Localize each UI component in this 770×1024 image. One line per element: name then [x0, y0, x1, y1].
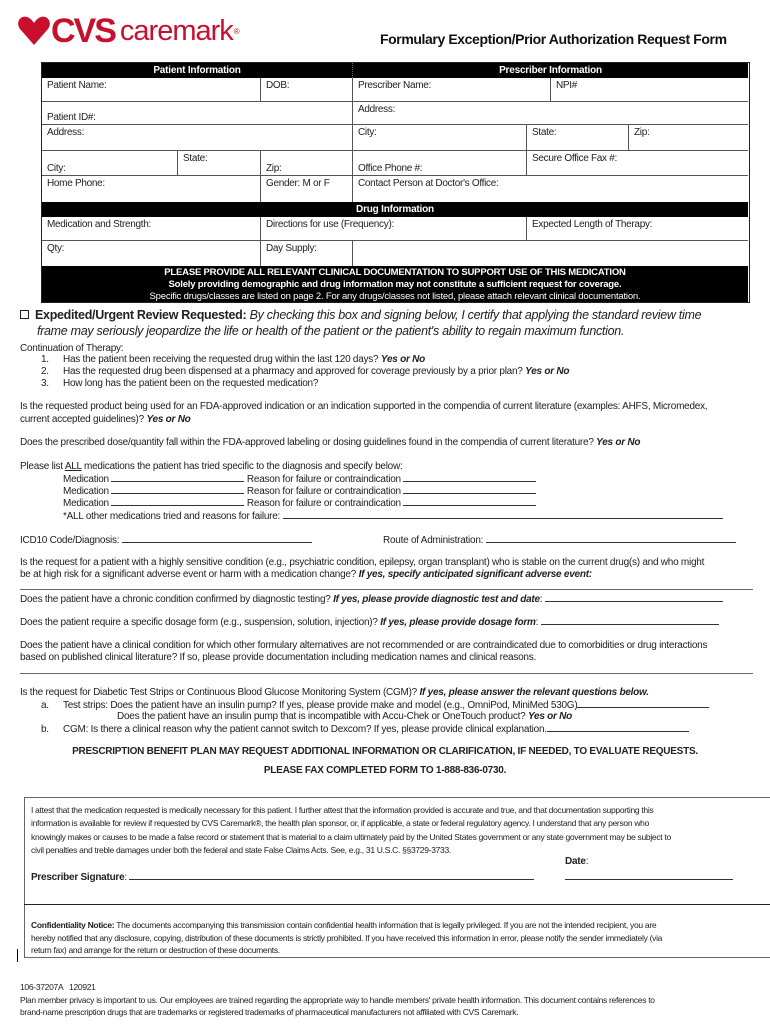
reason-label: Reason for failure or contraindication — [246, 498, 401, 509]
medication-input[interactable] — [111, 497, 244, 506]
patient-id-label: Patient ID#: — [47, 112, 96, 123]
conf-line: The documents accompanying this transmission contain confidential health information that is legally privileged. If you are not the intended recipient, you are — [116, 920, 657, 930]
logo-cvs: CVS — [51, 12, 115, 50]
medication-strength-field[interactable]: Medication and Strength: — [42, 217, 261, 241]
dosage-question: Does the patient require a specific dosage form (e.g., suspension, solution, injection)? If yes, please provide dosage form: — [20, 616, 719, 629]
office-phone-label: Office Phone #: — [358, 163, 423, 174]
item-number: 2. — [41, 366, 49, 377]
footer-line: Plan member privacy is important to us. Our employees are trained regarding the appropriate way to handle members' private health information. This document contains references to — [20, 994, 655, 1005]
medication-label: Medication — [63, 498, 109, 509]
adverse-event-input[interactable] — [20, 589, 753, 590]
therapy-length-field[interactable]: Expected Length of Therapy: — [527, 217, 748, 241]
b-text: CGM: Is there a clinical reason why the patient cannot switch to Dexcom? If yes, please provide clinical explanation. — [63, 724, 547, 735]
other-medications-label: *ALL other medications tried and reasons for failure: — [63, 511, 281, 522]
list-intro-b: medications the patient has tried specific to the diagnosis and specify below: — [81, 461, 403, 472]
sensitive-text: be at high risk for a significant adverse event or harm with a medication change? — [20, 569, 357, 580]
date-input[interactable] — [565, 871, 733, 880]
reason-input[interactable] — [403, 497, 536, 506]
patient-address-field[interactable]: Address: — [42, 125, 353, 151]
pump-model-input[interactable] — [577, 699, 709, 708]
home-phone-field[interactable]: Home Phone: — [42, 176, 261, 202]
logo-reg: ® — [233, 26, 240, 36]
icd10-input[interactable] — [122, 534, 312, 543]
pbp-notice: PRESCRIPTION BENEFIT PLAN MAY REQUEST ADDITIONAL INFORMATION OR CLARIFICATION, IF NEEDED, TO EVALUATE REQUESTS. — [72, 746, 698, 757]
fda-question-1: Is the requested product being used for an FDA-approved indication or an indication supported in the compendia of current literature (examples: AHFS, Micromedex, — [20, 401, 708, 412]
b-label: b. — [41, 724, 49, 735]
chronic-bold: If yes, please provide diagnostic test and date — [333, 594, 540, 605]
footer-line: brand-name prescription drugs that are trademarks or registered trademarks of pharmaceutical manufacturers not affiliated with CVS Caremark. — [20, 1007, 519, 1017]
date-label: Date: — [565, 856, 589, 867]
cgm-input[interactable] — [547, 723, 689, 732]
attest-line: information is available for review if requested by CVS Caremark®, the health plan sponsor, or, if applicable, a state or federal regulatory agency. I understand that any person who — [31, 818, 650, 829]
a-text: Test strips: Does the patient have an insulin pump? If yes, please provide make and model (e.g., OmniPod, MiniMed 530G) — [63, 700, 578, 711]
icd10-row — [20, 534, 312, 547]
route-input[interactable] — [486, 534, 736, 543]
chronic-input[interactable] — [545, 593, 723, 602]
item-number: 3. — [41, 378, 49, 389]
item-answer[interactable]: Yes or No — [525, 366, 570, 377]
qty-field[interactable]: Qty: — [42, 241, 261, 266]
cvs-caremark-logo — [17, 14, 240, 48]
patient-state-field[interactable]: State: — [178, 151, 261, 176]
date-text: Date — [565, 856, 586, 867]
list-intro-all: ALL — [64, 461, 82, 472]
secure-fax-field[interactable]: Secure Office Fax #: — [527, 151, 748, 176]
continuation-label: Continuation of Therapy: — [20, 343, 124, 354]
attestation-divider — [24, 904, 770, 905]
continuation-item-1 — [41, 354, 425, 366]
patient-zip-field[interactable] — [261, 151, 353, 176]
day-supply-field[interactable]: Day Supply: — [261, 241, 353, 266]
other-medications-input[interactable] — [283, 510, 723, 519]
diabetic-question — [20, 687, 649, 699]
form-code: 106-37207A 120921 — [20, 982, 96, 992]
dosage-input[interactable] — [541, 616, 719, 625]
patient-id-field[interactable] — [42, 102, 353, 125]
pump-incompatible-question — [117, 711, 572, 723]
patient-city-field[interactable] — [42, 151, 178, 176]
pump-yes-no[interactable]: Yes or No — [527, 711, 573, 722]
prescriber-zip-field[interactable]: Zip: — [629, 125, 748, 151]
chronic-question: Does the patient have a chronic condition confirmed by diagnostic testing? If yes, please provide diagnostic test and date: — [20, 593, 723, 606]
dob-field[interactable]: DOB: — [261, 78, 353, 102]
heart-icon — [17, 15, 51, 47]
prescriber-address-field[interactable]: Address: — [353, 102, 748, 125]
confidentiality-label: Confidentiality Notice: — [31, 920, 115, 930]
sensitive-bold: If yes, specify anticipated significant adverse event: — [358, 569, 592, 580]
a-sub-text: Does the patient have an insulin pump that is incompatible with Accu-Chek or OneTouch product? — [117, 711, 526, 722]
icd10-label: ICD10 Code/Diagnosis: — [20, 535, 120, 546]
confidentiality-notice — [31, 919, 662, 957]
fda-yes-no[interactable]: Yes or No — [146, 414, 191, 425]
directions-field[interactable]: Directions for use (Frequency): — [261, 217, 527, 241]
list-intro-a: Please list — [20, 461, 65, 472]
sensitive-question-2 — [20, 569, 592, 581]
chronic-text: Does the patient have a chronic condition confirmed by diagnostic testing? — [20, 594, 331, 605]
prescriber-name-field[interactable]: Prescriber Name: — [353, 78, 551, 102]
fax-notice: PLEASE FAX COMPLETED FORM TO 1-888-836-0730. — [263, 765, 507, 776]
expedited-label: Expedited/Urgent Review Requested: — [35, 308, 247, 322]
conf-line: hereby notified that any disclosure, copying, distribution of these documents is strictly prohibited. If you have received this information in error, please notify the sender immediately (via — [31, 932, 663, 943]
reason-label: Reason for failure or contraindication — [246, 474, 401, 485]
dose-yes-no[interactable]: Yes or No — [596, 437, 641, 448]
medication-label: Medication — [63, 486, 109, 497]
item-number: 1. — [41, 354, 49, 365]
clinical-question-2: based on published clinical literature? If so, please provide documentation including medication names and clinical reasons. — [20, 652, 536, 663]
continuation-item-2 — [41, 366, 569, 378]
dosage-bold: If yes, please provide dosage form — [380, 617, 536, 628]
npi-field[interactable]: NPI# — [551, 78, 748, 102]
item-question: Has the requested drug been dispensed at a pharmacy and approved for coverage previously by a prior plan? — [63, 366, 523, 377]
notice-line-2: Solely providing demographic and drug information may not constitute a sufficient request for coverage. — [168, 279, 622, 290]
signature-input[interactable] — [129, 871, 534, 880]
dosage-text: Does the patient require a specific dosage form (e.g., suspension, solution, injection)? — [20, 617, 378, 628]
signature-row: Prescriber Signature: — [31, 871, 534, 884]
other-medications-row — [63, 510, 723, 523]
medication-input[interactable] — [111, 473, 244, 482]
attest-line: knowingly makes or causes to be made a false record or statement that is material to a claim ultimately paid by the United States government or any state government may be subject to — [31, 831, 671, 842]
patient-name-field[interactable]: Patient Name: — [42, 78, 261, 102]
item-question: How long has the patient been on the requested medication? — [63, 378, 319, 389]
expedited-text-1: By checking this box and signing below, I certify that applying the standard review time — [249, 308, 702, 322]
clinical-question-1: Does the patient have a clinical condition for which other formulary alternatives are not recommended or are contraindicated due to comorbidities or drug interactions — [20, 640, 708, 651]
item-question: Has the patient been receiving the requested drug within the last 120 days? — [63, 354, 379, 365]
attestation-text — [31, 804, 671, 858]
expedited-line — [20, 308, 701, 323]
info-table — [41, 62, 750, 303]
prescriber-city-field[interactable]: City: — [353, 125, 527, 151]
list-intro — [20, 461, 403, 473]
expedited-text-2: frame may seriously jeopardize the life or health of the patient or the patient's ability to regain maximum function. — [37, 324, 625, 338]
fda-question-2 — [20, 414, 191, 426]
documentation-notice — [42, 266, 748, 302]
drug-info-header: Drug Information — [42, 202, 748, 217]
prescriber-state-field[interactable]: State: — [527, 125, 629, 151]
notice-line-3: Specific drugs/classes are listed on page 2. For any drugs/classes not listed, please attach relevant clinical documentation. — [149, 291, 641, 302]
city-label: City: — [47, 163, 66, 174]
contact-person-field[interactable]: Contact Person at Doctor's Office: — [358, 178, 499, 189]
conf-line: return fax) and arrange for the return or destruction of these documents. — [31, 945, 280, 955]
cgm-question — [41, 723, 689, 736]
reason-input[interactable] — [403, 485, 536, 494]
diabetic-bold: If yes, please answer the relevant questions below. — [419, 687, 649, 698]
gender-field[interactable]: Gender: M or F — [261, 176, 353, 202]
office-phone-field[interactable] — [353, 151, 527, 176]
signature-label: Prescriber Signature — [31, 872, 125, 883]
a-label: a. — [41, 700, 49, 711]
page-title: Formulary Exception/Prior Authorization Request Form — [380, 31, 727, 47]
fda-question-2-text: current accepted guidelines)? — [20, 414, 144, 425]
route-label: Route of Administration: — [383, 535, 484, 546]
clinical-input[interactable] — [20, 673, 753, 674]
continuation-item-3 — [41, 378, 318, 390]
item-answer[interactable]: Yes or No — [380, 354, 425, 365]
medication-label: Medication — [63, 474, 109, 485]
patient-info-header: Patient Information — [42, 63, 352, 78]
expedited-checkbox[interactable] — [20, 310, 29, 319]
route-row — [383, 534, 736, 547]
dose-question-text: Does the prescribed dose/quantity fall within the FDA-approved labeling or dosing guidelines found in the compendia of current literature? — [20, 437, 594, 448]
reason-label: Reason for failure or contraindication — [246, 486, 401, 497]
logo-caremark: caremark — [119, 15, 233, 47]
prescriber-info-header: Prescriber Information — [352, 63, 748, 78]
reason-input[interactable] — [403, 473, 536, 482]
footer — [20, 981, 655, 1019]
medication-input[interactable] — [111, 485, 244, 494]
notice-line-1: PLEASE PROVIDE ALL RELEVANT CLINICAL DOCUMENTATION TO SUPPORT USE OF THIS MEDICATION — [164, 267, 626, 278]
medication-row — [63, 497, 536, 510]
zip-label: Zip: — [266, 163, 282, 174]
sensitive-question-1: Is the request for a patient with a highly sensitive condition (e.g., psychiatric condition, epilepsy, organ transplant) who is stable on the current drug(s) and who might — [20, 557, 705, 568]
diabetic-text: Is the request for Diabetic Test Strips or Continuous Blood Glucose Monitoring System (CGM)? — [20, 687, 417, 698]
attest-line: I attest that the medication requested is medically necessary for this patient. I further attest that the information provided is accurate and true, and that documentation supporting this — [31, 805, 654, 815]
dose-question — [20, 437, 640, 449]
attest-line: civil penalties and treble damages under both the federal and state False Claims Acts. See, e.g., 31 U.S.C. §§3729-3733. — [31, 845, 451, 856]
text-cursor — [17, 949, 18, 962]
